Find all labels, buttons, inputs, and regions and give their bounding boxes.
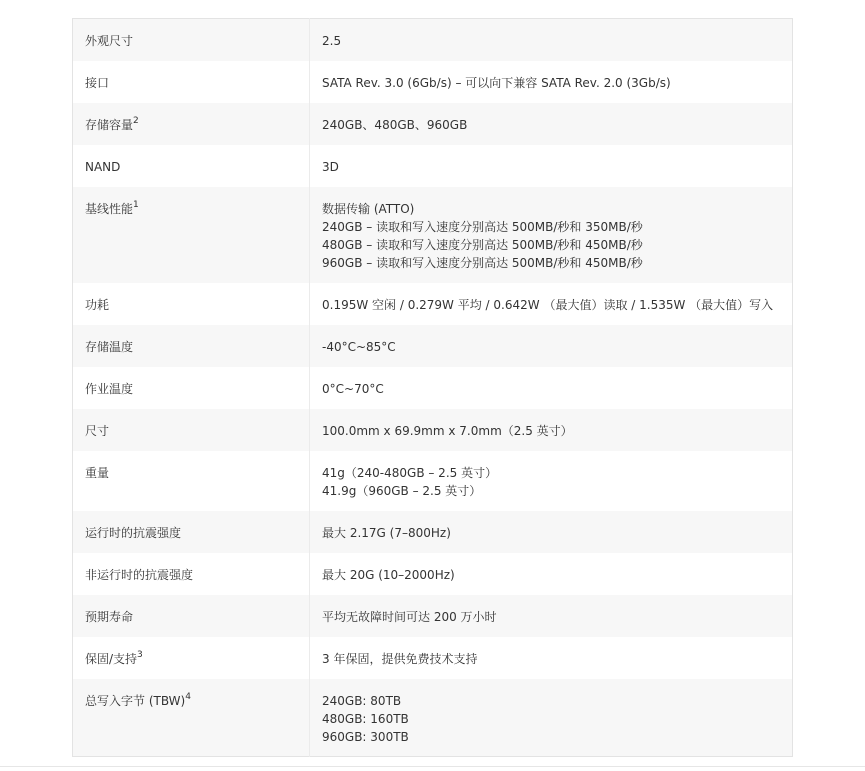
- spec-label: 功耗: [73, 283, 310, 325]
- spec-label: 基线性能$^1$: [73, 187, 310, 283]
- spec-row-storage-temp: [73, 325, 793, 367]
- spec-row-operating-temp: [73, 367, 793, 409]
- spec-label: 存储温度: [73, 325, 310, 367]
- footnote-marker: 1: [133, 199, 139, 210]
- spec-row-performance: [73, 187, 793, 283]
- spec-label: 外观尺寸: [73, 19, 310, 61]
- spec-label: 非运行时的抗震强度: [73, 553, 310, 595]
- spec-value: 240GB: 80TB 480GB: 160TB 960GB: 300TB: [322, 693, 409, 744]
- spec-value: 240GB、480GB、960GB: [322, 117, 468, 132]
- spec-row-dimensions: [73, 409, 793, 451]
- spec-row-interface: [73, 61, 793, 103]
- spec-value: 41g（240-480GB – 2.5 英寸） 41.9g（960GB – 2.5 英寸）: [322, 465, 498, 498]
- spec-row-form-factor: [73, 19, 793, 61]
- spec-label: 保固/支持$^3$: [73, 637, 310, 679]
- spec-value: 最大 2.17G (7–800Hz): [322, 525, 451, 540]
- page-divider: [0, 766, 865, 767]
- spec-row-nand: [73, 145, 793, 187]
- spec-value: 数据传输 (ATTO) 240GB – 读取和写入速度分别高达 500MB/秒和 350MB/秒 480GB – 读取和写入速度分别高达 500MB/秒和 450MB/秒 960GB – 读取和写入速度分别高达 500MB/秒和 450MB/秒: [322, 201, 643, 270]
- spec-table: [72, 18, 793, 757]
- spec-value: 2.5: [322, 34, 342, 48]
- spec-row-capacity: [73, 103, 793, 145]
- spec-label: 预期寿命: [73, 595, 310, 637]
- spec-value: 0°C~70°C: [322, 381, 384, 396]
- spec-label: 作业温度: [73, 367, 310, 409]
- spec-value: 平均无故障时间可达 200 万小时: [322, 609, 497, 624]
- spec-label: 尺寸: [73, 409, 310, 451]
- spec-row-warranty: [73, 637, 793, 679]
- footnote-marker: 3: [137, 649, 143, 660]
- footnote-marker: 4: [185, 691, 191, 702]
- spec-label: 接口: [73, 61, 310, 103]
- spec-value: 0.195W 空闲 / 0.279W 平均 / 0.642W （最大值）读取 / 1.535W （最大值）写入: [322, 297, 774, 312]
- spec-value: 最大 20G (10–2000Hz): [322, 567, 455, 582]
- spec-table-body: [73, 19, 793, 757]
- spec-row-nonoperating-shock: [73, 553, 793, 595]
- spec-label: 存储容量$^2$: [73, 103, 310, 145]
- spec-label: 总写入字节 (TBW)$^4$: [73, 679, 310, 757]
- spec-label: 运行时的抗震强度: [73, 511, 310, 553]
- spec-row-life-expectancy: [73, 595, 793, 637]
- spec-value: SATA Rev. 3.0 (6Gb/s) – 可以向下兼容 SATA Rev. 2.0 (3Gb/s): [322, 75, 671, 90]
- footnote-marker: 2: [133, 115, 139, 126]
- spec-value: 3D: [322, 159, 339, 174]
- spec-row-tbw: [73, 679, 793, 757]
- spec-value: -40°C~85°C: [322, 339, 396, 354]
- spec-row-operating-shock: [73, 511, 793, 553]
- spec-row-weight: [73, 451, 793, 511]
- spec-label: NAND: [73, 145, 310, 187]
- spec-value: 3 年保固，提供免费技术支持: [322, 651, 478, 666]
- spec-label: 重量: [73, 451, 310, 511]
- spec-value: 100.0mm x 69.9mm x 7.0mm（2.5 英寸）: [322, 423, 573, 438]
- spec-row-power: [73, 283, 793, 325]
